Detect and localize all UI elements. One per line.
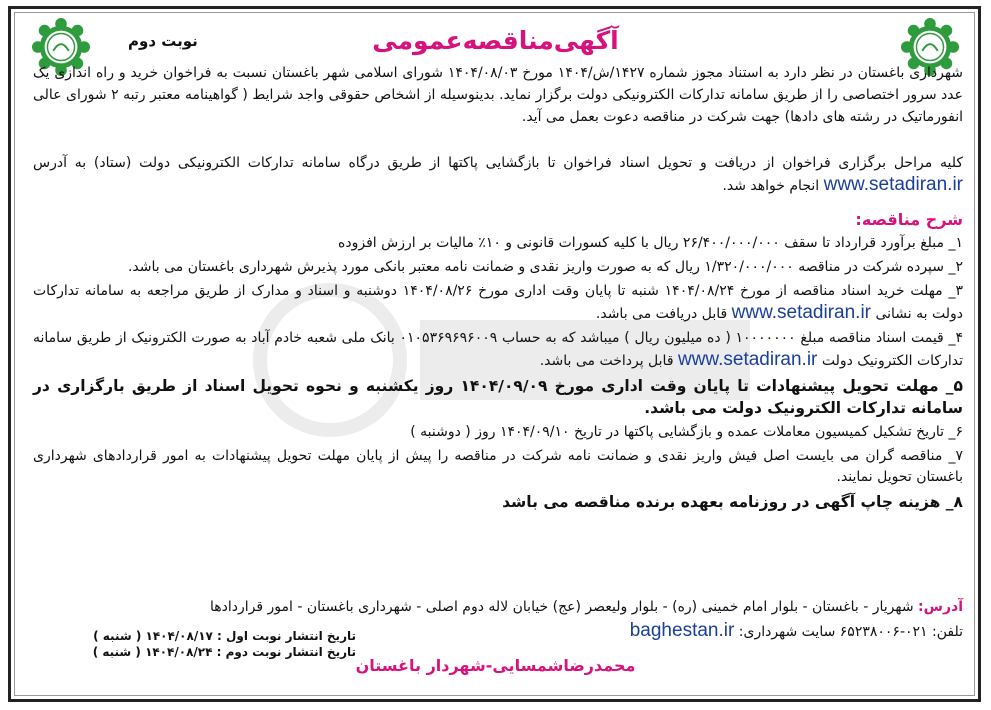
list-item [33, 446, 963, 488]
setadiran-link[interactable]: www.setadiran.ir [677, 349, 818, 370]
website-link[interactable]: baghestan.ir [629, 620, 735, 641]
item-text: ۲_ سپرده شرکت در مناقصه ۱/۳۲۰/۰۰۰/۰۰۰ ریال که به صورت واریز نقدی و ضمانت نامه معتبر بانکی مورد پذیرش شهرداری باغستان می باشد. [127, 259, 963, 275]
first-publication-date: تاریخ انتشار نوبت اول : ۱۴۰۴/۰۸/۱۷ ( شنبه ) [93, 629, 356, 643]
intro-text: کلیه مراحل برگزاری فراخوان از دریافت و تحویل اسناد فراخوان تا بازگشایی پاکتها از طریق درگاه سامانه تدارکات الکترونیکی دولت (ستاد) به آدرس [33, 155, 963, 171]
item-text: ۴_ قیمت اسناد مناقصه مبلغ ۱۰۰۰۰۰۰۰ ( ده میلیون ریال ) میباشد که به حساب ۰۱۰۵۳۶۹۶۹۶۰۰۹ بانک ملی شعبه خادم آباد به صورت الکترونیک از طریق سامانه تدارکات الکترونیک دولت [33, 330, 963, 369]
address [33, 596, 963, 618]
phone-text: تلفن: ۰۲۱-۶۵۲۳۸۰۰۶ سایت شهرداری: [738, 624, 963, 640]
item-text-end: قابل دریافت می باشد. [595, 306, 728, 322]
item-text-end: قابل پرداخت می باشد. [539, 353, 674, 369]
list-item [33, 281, 963, 325]
address-label: آدرس: [918, 599, 963, 615]
intro-text-end: انجام خواهد شد. [722, 178, 820, 194]
address-text: شهریار - باغستان - بلوار امام خمینی (ره) - بلوار ولیعصر (عج) خیابان لاله دوم اصلی - شهرداری باغستان - امور قراردادها [210, 599, 914, 615]
item-text: ۳_ مهلت خرید اسناد مناقصه از مورخ ۱۴۰۴/۰۸/۲۴ شنبه تا پایان وقت اداری مورخ ۱۴۰۴/۰۸/۲۶ دوشنبه و اسناد و مدارک از طریق مراجعه به سامانه تدارکات دولت به نشانی [33, 283, 963, 322]
item-text: ۵_ مهلت تحویل پیشنهادات تا پایان وقت اداری مورخ ۱۴۰۴/۰۹/۰۹ روز یکشنبه و نحوه تحویل اسناد از طریق بارگزاری در سامانه تدارکات الکترونیک دولت می باشد. [33, 377, 963, 417]
list-item [33, 375, 963, 419]
notice-title: آگهی‌مناقصه‌عمومی [372, 26, 619, 55]
item-text: ۷_ مناقصه گران می بایست اصل فیش واریز نقدی و ضمانت نامه شرکت در مناقصه را پیش از پایان مهلت تحویل پیشنهادات به امور قراردادهای شهرداری باغستان تحویل نمایند. [33, 448, 963, 485]
intro-paragraph: شهرداری باغستان در نظر دارد به استناد مجوز شماره ۱۴۲۷/ش/۱۴۰۴ مورخ ۱۴۰۴/۰۸/۰۳ شورای اسلامی شهر باغستان نسبت به فراخوان خرید و راه اندازی یک عدد سرور اختصاصی را از طریق سامانه تدارکات الکترونیکی دولت برگزار نماید. بدینوسیله از اشخاص حقوقی واجد شرایط ( گواهینامه معتبر رتبه ۲ شورای عالی انفورماتیک در رشته های دادها) جهت شرکت در مناقصه دعوت بعمل می آید. [33, 65, 964, 125]
list-item [33, 233, 963, 254]
section-title: شرح مناقصه: [855, 210, 963, 229]
item-text: ۱_ مبلغ برآورد قرارداد تا سقف ۲۶/۴۰۰/۰۰۰/۰۰۰ ریال با کلیه کسورات قانونی و ۱۰٪ مالیات بر ارزش افزوده [338, 235, 963, 251]
list-item [33, 422, 963, 443]
list-item [33, 257, 963, 278]
list-item [33, 491, 963, 513]
list-item [33, 328, 963, 372]
items-list [33, 233, 963, 516]
item-text: ۶_ تاریخ تشکیل کمیسیون معاملات عمده و بازگشایی پاکتها در تاریخ ۱۴۰۴/۰۹/۱۰ روز ( دوشنبه ) [410, 424, 963, 440]
signature: محمدرضاشمسایی-شهردار باغستان [355, 656, 636, 675]
item-text: ۸_ هزینه چاپ آگهی در روزنامه بعهده برنده مناقصه می باشد [502, 493, 963, 511]
setadiran-link[interactable]: www.setadiran.ir [731, 302, 872, 323]
setadiran-link[interactable]: www.setadiran.ir [823, 174, 963, 195]
round-label: نوبت دوم [128, 32, 198, 50]
second-publication-date: تاریخ انتشار نوبت دوم : ۱۴۰۴/۰۸/۲۴ ( شنبه ) [92, 645, 356, 659]
contact-line [630, 620, 963, 643]
intro-paragraph-2 [33, 152, 963, 197]
